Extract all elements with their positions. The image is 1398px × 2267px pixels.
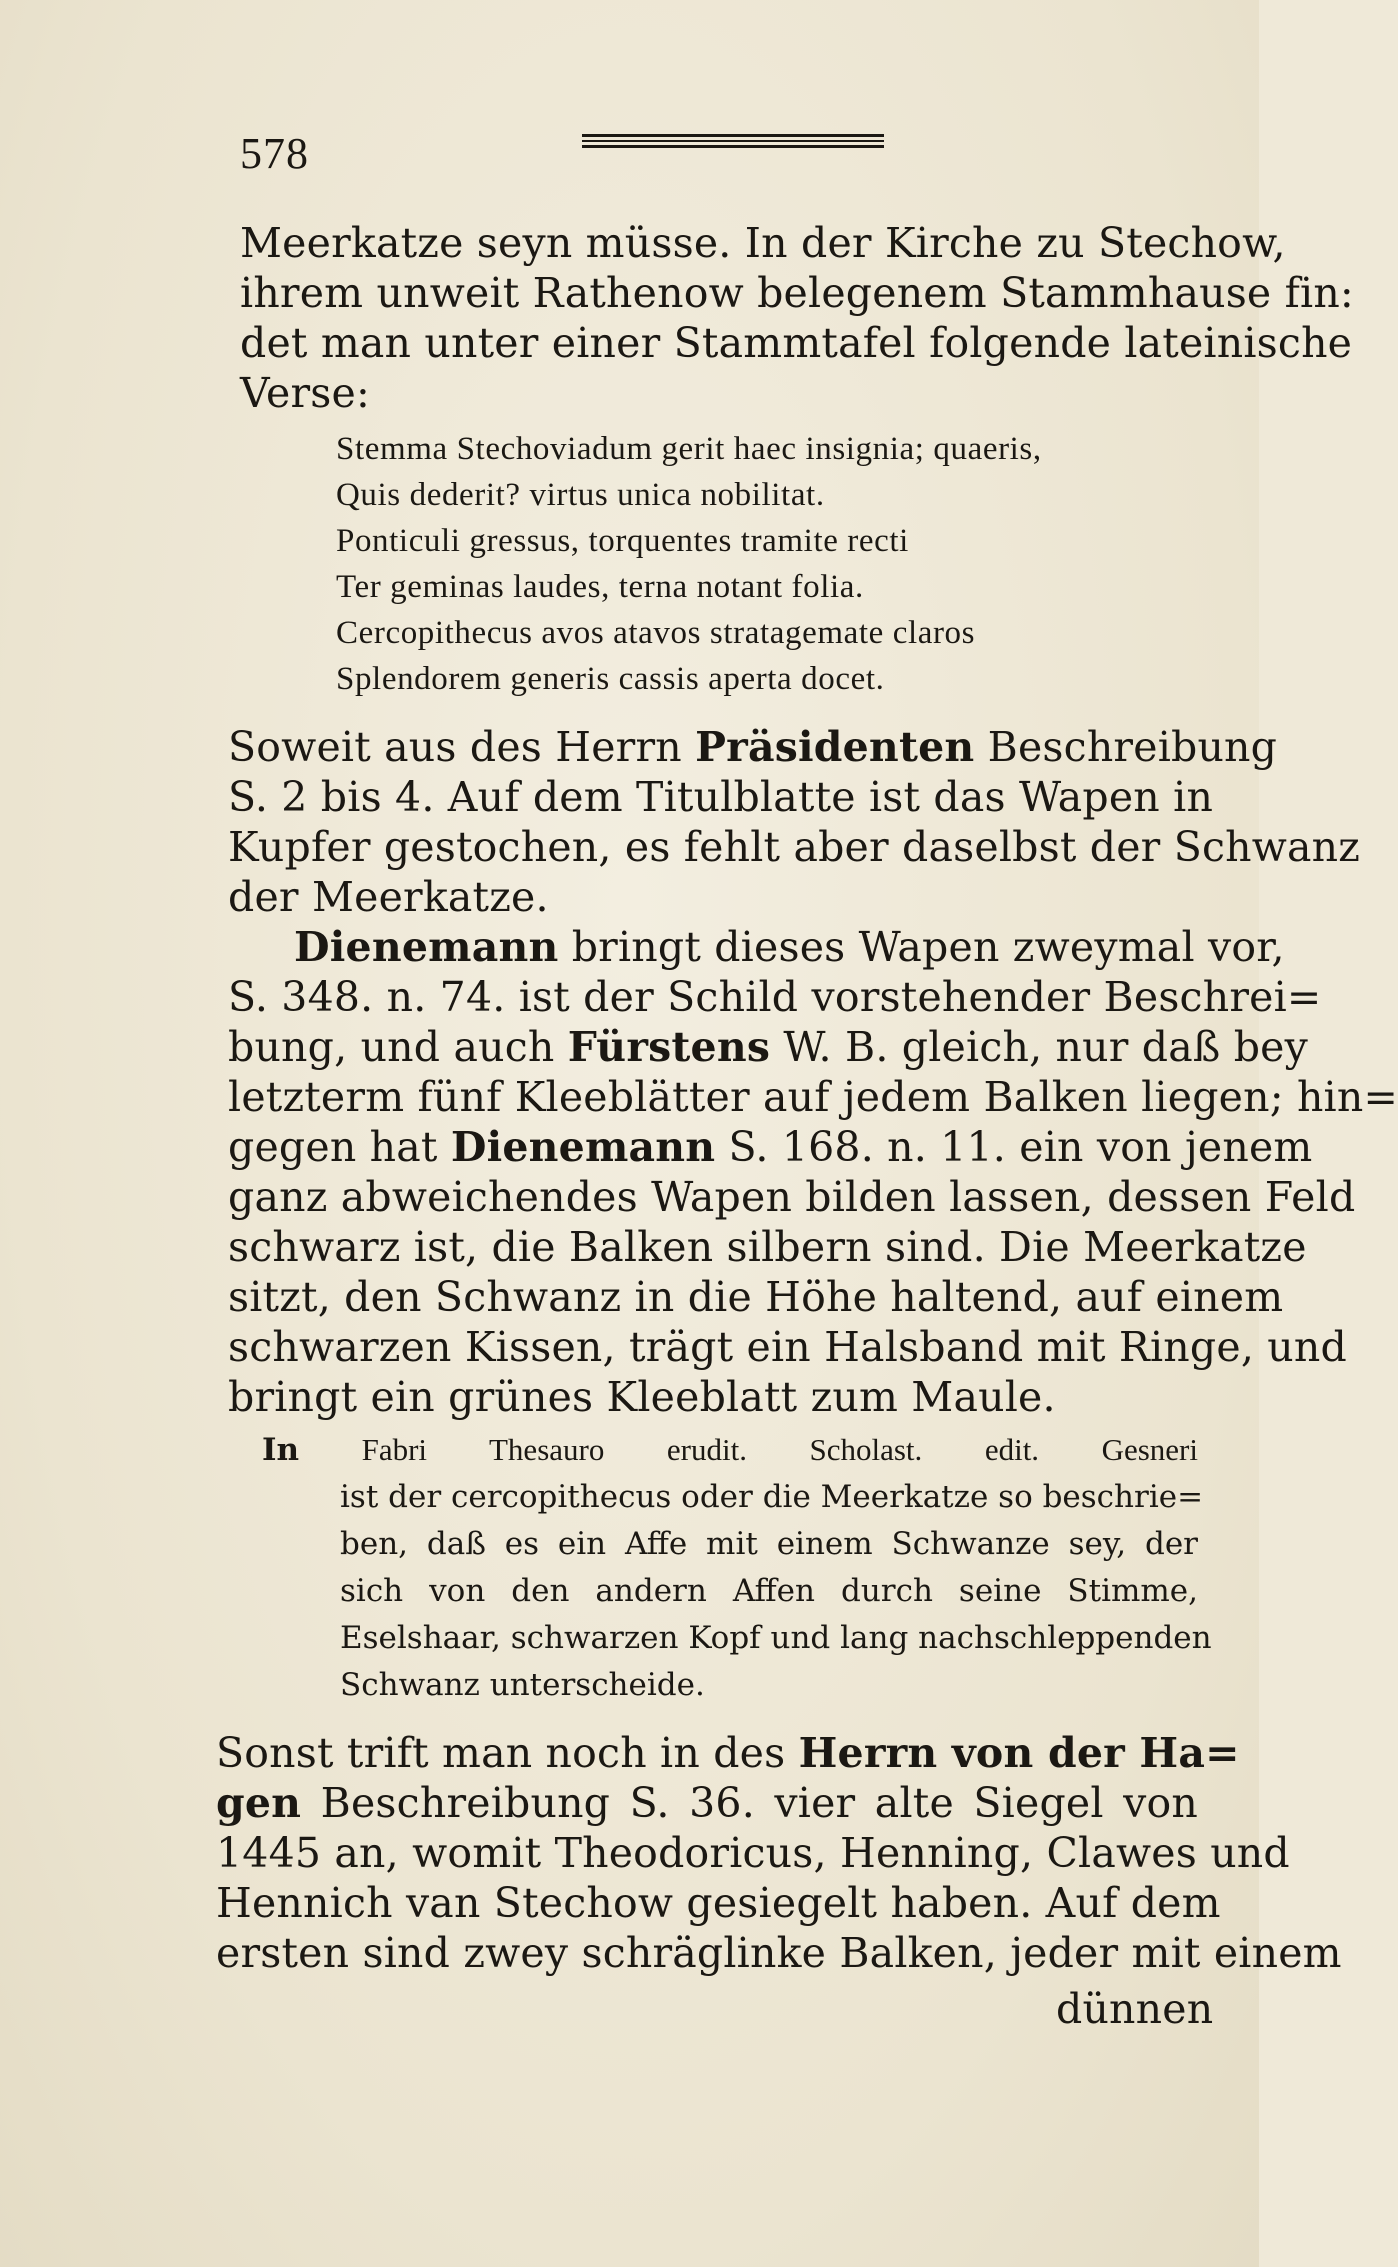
intro-line-4: Verse: — [240, 369, 371, 417]
header-rule — [582, 134, 884, 148]
paragraph-b-line-5: gegen hat Dienemann S. 168. n. 11. ein von jenem — [228, 1123, 1313, 1171]
intro-line-1: Meerkatze seyn müsse. In der Kirche zu Stechow, — [240, 219, 1286, 267]
paragraph-c-line-4: Hennich van Stechow gesiegelt haben. Auf dem — [216, 1879, 1221, 1927]
paragraph-a-line-3: Kupfer gestochen, es fehlt aber daselbst der Schwanz — [228, 823, 1361, 871]
paragraph-c-line-3: 1445 an, womit Theodoricus, Henning, Clawes und — [216, 1829, 1290, 1877]
paragraph-b-line-4: letzterm fünf Kleeblätter auf jedem Balken liegen; hin= — [228, 1073, 1398, 1121]
name-dienemann: Dienemann — [294, 923, 559, 971]
name-fuerstens: Fürstens — [567, 1023, 771, 1071]
paragraph-b-line-7: schwarz ist, die Balken silbern sind. Die Meerkatze — [228, 1223, 1307, 1271]
catchword: dünnen — [1056, 1985, 1214, 2033]
page-number: 578 — [240, 129, 309, 178]
paragraph-b-line-9: schwarzen Kissen, trägt ein Halsband mit Ringe, und — [228, 1323, 1347, 1371]
footnote-line-6: Schwanz unterscheide. — [340, 1667, 705, 1703]
paragraph-b-line-10: bringt ein grünes Kleeblatt zum Maule. — [228, 1373, 1056, 1421]
paragraph-b-line-1: Dienemann bringt dieses Wapen zweymal vor, — [294, 923, 1285, 971]
paragraph-a-line-2: S. 2 bis 4. Auf dem Titulblatte ist das Wapen in — [228, 773, 1214, 821]
paragraph-c-line-2: gen Beschreibung S. 36. vier alte Siegel von — [216, 1779, 1198, 1827]
footnote-line-4: sich von den andern Affen durch seine Stimme, — [340, 1573, 1198, 1609]
verse-line-6: Splendorem generis cassis aperta docet. — [336, 661, 885, 697]
verse-line-1: Stemma Stechoviadum gerit haec insignia; quaeris, — [336, 431, 1042, 467]
verse-line-2: Quis dederit? virtus unica nobilitat. — [336, 477, 825, 513]
footnote-line-5: Eselshaar, schwarzen Kopf und lang nachschleppenden — [340, 1620, 1212, 1656]
footnote-line-2: ist der cercopithecus oder die Meerkatze so beschrie= — [340, 1479, 1204, 1515]
name-herrn-von-der-hagen: Herrn von der Ha= — [798, 1729, 1240, 1777]
paragraph-c-line-1: Sonst trift man noch in des Herrn von der Ha= — [216, 1729, 1240, 1777]
verse-line-4: Ter geminas laudes, terna notant folia. — [336, 569, 864, 605]
verse-line-3: Ponticuli gressus, torquentes tramite recti — [336, 523, 909, 559]
intro-line-3: det man unter einer Stammtafel folgende lateinische — [240, 319, 1353, 367]
paragraph-c-line-5: ersten sind zwey schräglinke Balken, jeder mit einem — [216, 1929, 1342, 1977]
paragraph-b-line-3: bung, und auch Fürstens W. B. gleich, nur daß bey — [228, 1023, 1308, 1071]
paragraph-b-line-6: ganz abweichendes Wapen bilden lassen, dessen Feld — [228, 1173, 1356, 1221]
verse-line-5: Cercopithecus avos atavos stratagemate claros — [336, 615, 976, 651]
paragraph-b-line-8: sitzt, den Schwanz in die Höhe haltend, auf einem — [228, 1273, 1284, 1321]
name-praesidenten: Präsidenten — [695, 723, 975, 771]
name-dienemann-2: Dienemann — [450, 1123, 716, 1171]
footnote-line-1: In Fabri Thesauro erudit. Scholast. edit. Gesneri — [262, 1432, 1198, 1468]
paragraph-a-line-4: der Meerkatze. — [228, 873, 549, 921]
paragraph-b-line-2: S. 348. n. 74. ist der Schild vorstehender Beschrei= — [228, 973, 1322, 1021]
footnote-line-3: ben, daß es ein Affe mit einem Schwanze sey, der — [340, 1526, 1198, 1562]
intro-line-2: ihrem unweit Rathenow belegenem Stammhause fin: — [240, 269, 1354, 317]
paragraph-a-line-1: Soweit aus des Herrn Präsidenten Beschreibung — [228, 723, 1278, 771]
